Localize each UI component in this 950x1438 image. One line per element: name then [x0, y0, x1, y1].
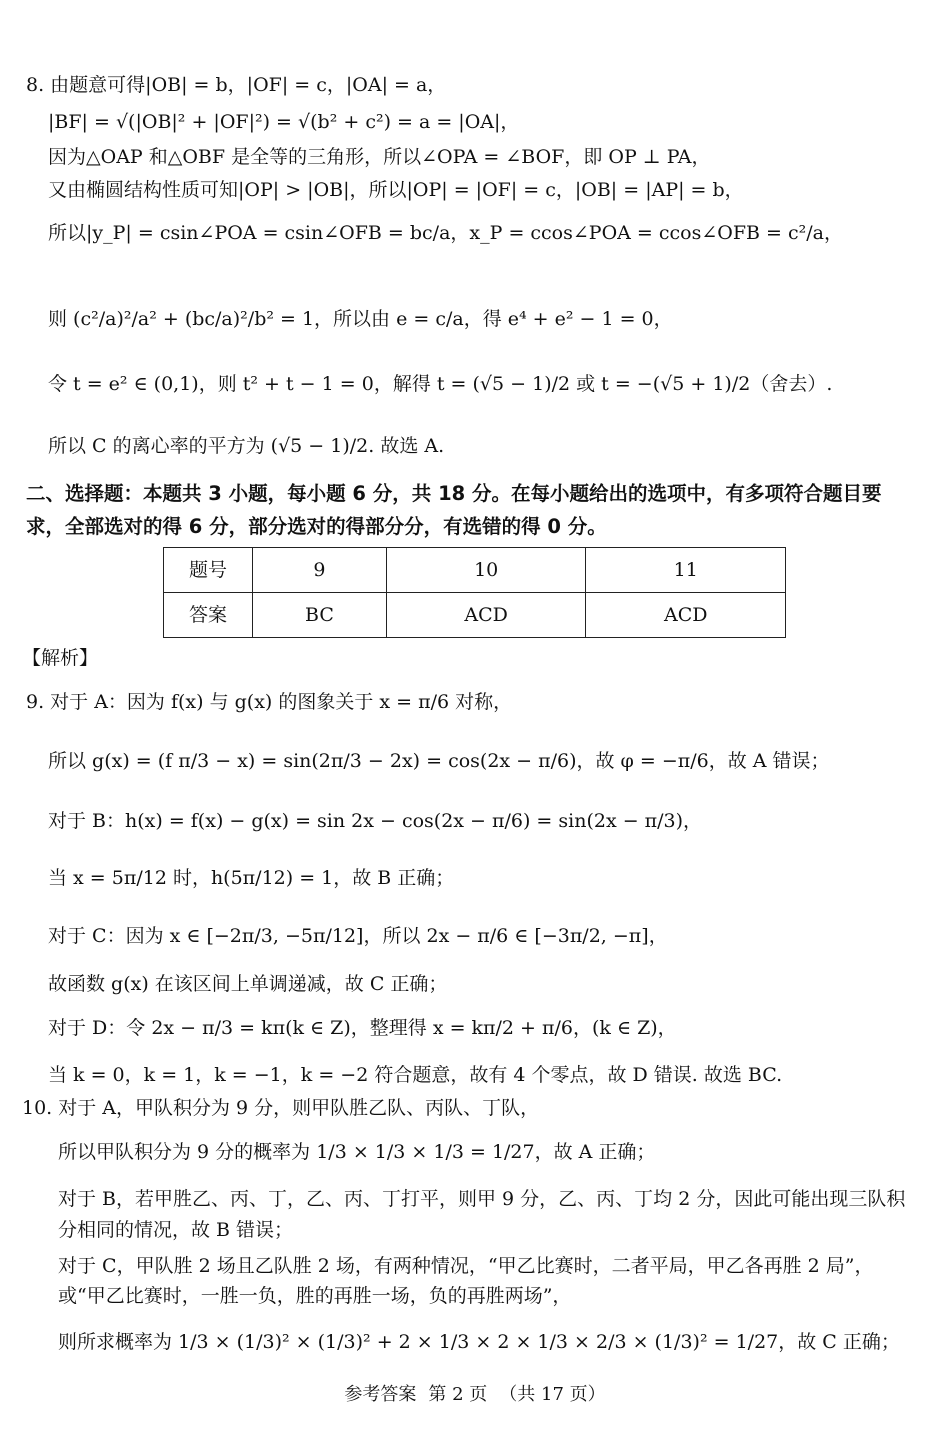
q8-line-4: 又由椭圆结构性质可知|OP| > |OB|，所以|OP| = |OF| = c，|OB| = |AP| = b，: [48, 179, 744, 201]
footer-page-number: 第 2 页: [428, 1384, 488, 1405]
q10-line-1: 10. 对于 A，甲队积分为 9 分，则甲队胜乙队、丙队、丁队，: [22, 1097, 540, 1119]
q10-line-5: 对于 C，甲队胜 2 场且乙队胜 2 场，有两种情况，“甲乙比赛时，二者平局，甲乙各再胜 2 局”，: [58, 1255, 874, 1277]
answer-table-number-9: 9: [253, 548, 387, 593]
q10-line-2: 所以甲队积分为 9 分的概率为 1/3 × 1/3 × 1/3 = 1/27，故 A 正确；: [58, 1141, 656, 1163]
answer-table: [163, 547, 786, 638]
q8-line-1: 8. 由题意可得|OB| = b，|OF| = c，|OA| = a，: [26, 74, 447, 96]
answer-table-header-label: 题号: [164, 548, 253, 593]
q9-line-4: 当 x = 5π/12 时，h(5π/12) = 1，故 B 正确；: [48, 867, 455, 889]
q8-line-8: 所以 C 的离心率的平方为 (√5 − 1)/2. 故选 A.: [48, 435, 445, 457]
section2-heading-line-2: 求，全部选对的得 6 分，部分选对的得部分分，有选错的得 0 分。: [26, 515, 607, 538]
answer-table-answer-10: ACD: [386, 593, 586, 638]
page-footer: [0, 1386, 950, 1404]
q8-line-3: 因为△OAP 和△OBF 是全等的三角形，所以∠OPA = ∠BOF，即 OP ⊥ PA，: [48, 146, 711, 168]
q8-line-5: 所以|y_P| = csin∠POA = csin∠OFB = bc/a，x_P = ccos∠POA = ccos∠OFB = c²/a，: [48, 222, 843, 244]
q10-line-7: 则所求概率为 1/3 × (1/3)² × (1/3)² + 2 × 1/3 × 2 × 1/3 × 2/3 × (1/3)² = 1/27，故 C 正确；: [58, 1331, 900, 1353]
footer-label: 参考答案: [344, 1384, 417, 1405]
q9-line-2: 所以 g(x) = (f π/3 − x) = sin(2π/3 − 2x) = cos(2x − π/6)，故 φ = −π/6，故 A 错误；: [48, 750, 830, 772]
answer-table-answer-9: BC: [253, 593, 387, 638]
answer-table-number-10: 10: [386, 548, 586, 593]
q10-line-4: 分相同的情况，故 B 错误；: [58, 1219, 294, 1241]
q10-line-6: 或“甲乙比赛时，一胜一负，胜的再胜一场，负的再胜两场”，: [58, 1285, 572, 1307]
q9-line-7: 对于 D：令 2x − π/3 = kπ(k ∈ Z)，整理得 x = kπ/2 + π/6，(k ∈ Z)，: [48, 1017, 677, 1039]
q9-line-8: 当 k = 0，k = 1，k = −1，k = −2 符合题意，故有 4 个零点，故 D 错误. 故选 BC.: [48, 1064, 783, 1086]
q8-line-6: 则 (c²/a)²/a² + (bc/a)²/b² = 1，所以由 e = c/a，得 e⁴ + e² − 1 = 0，: [48, 308, 673, 330]
q9-line-3: 对于 B：h(x) = f(x) − g(x) = sin 2x − cos(2x − π/6) = sin(2x − π/3)，: [48, 810, 703, 832]
answer-table-header-row: [164, 548, 786, 593]
q9-line-6: 故函数 g(x) 在该区间上单调递减，故 C 正确；: [48, 973, 448, 995]
q10-line-3: 对于 B，若甲胜乙、丙、丁，乙、丙、丁打平，则甲 9 分，乙、丙、丁均 2 分，因此可能出现三队积: [58, 1188, 906, 1210]
answer-table-number-11: 11: [586, 548, 786, 593]
footer-total-pages: （共 17 页）: [499, 1384, 606, 1405]
q8-line-7: 令 t = e² ∈ (0,1)，则 t² + t − 1 = 0，解得 t = (√5 − 1)/2 或 t = −(√5 + 1)/2（舍去）.: [48, 373, 833, 395]
section2-heading-line-1: 二、选择题：本题共 3 小题，每小题 6 分，共 18 分。在每小题给出的选项中，有多项符合题目要: [26, 482, 882, 505]
answer-table-answer-label: 答案: [164, 593, 253, 638]
q9-line-1: 9. 对于 A：因为 f(x) 与 g(x) 的图象关于 x = π/6 对称，: [26, 691, 513, 713]
q9-line-5: 对于 C：因为 x ∈ [−2π/3, −5π/12]，所以 2x − π/6 ∈ [−3π/2, −π]，: [48, 925, 668, 947]
q8-line-2: |BF| = √(|OB|² + |OF|²) = √(b² + c²) = a = |OA|，: [48, 111, 520, 133]
answer-table-answer-11: ACD: [586, 593, 786, 638]
analysis-label: 【解析】: [22, 647, 99, 669]
answer-table-answer-row: [164, 593, 786, 638]
